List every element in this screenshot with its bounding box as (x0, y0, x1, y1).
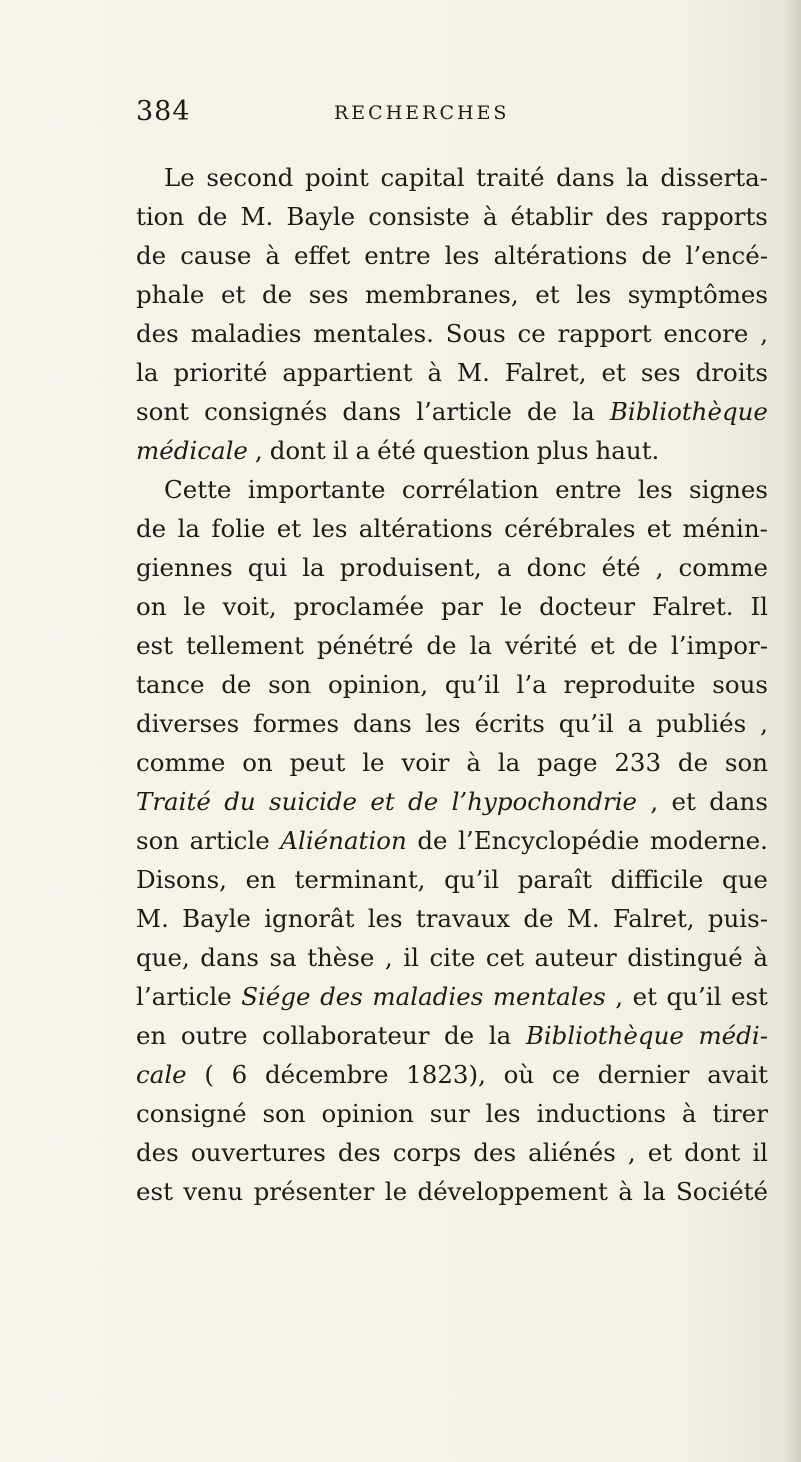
word: Falret, (612, 904, 695, 933)
word: article (189, 826, 270, 855)
word: 233 (614, 748, 662, 777)
word: signes (689, 475, 768, 504)
italic-word: Bibliothèque (525, 1021, 684, 1050)
italic-word: Aliénation (280, 826, 407, 855)
word: membranes, (365, 280, 519, 309)
word: collaborateur (262, 1021, 430, 1050)
word: de (136, 514, 167, 543)
text-line (136, 743, 768, 782)
word: phale (136, 280, 205, 309)
word: ( (204, 1060, 214, 1089)
italic-word: suicide (269, 787, 357, 816)
word: et (646, 514, 672, 543)
italic-word: l’hypochondrie (451, 787, 638, 816)
word: de (136, 241, 167, 270)
text-line (136, 236, 768, 275)
word: sont (136, 397, 189, 426)
word: Société (676, 1177, 768, 1206)
word: de (221, 670, 252, 699)
word: corrélation (401, 475, 539, 504)
word: voit, (222, 592, 277, 621)
word: Falret. (651, 592, 734, 621)
word: symptômes (627, 280, 768, 309)
word: sa (269, 943, 297, 972)
italic-word: maladies (372, 982, 484, 1011)
word: été (601, 553, 641, 582)
word: entre (364, 241, 431, 270)
word: proclamée (293, 592, 425, 621)
word: maladies (190, 319, 302, 348)
word: moderne. (650, 826, 768, 855)
word: plus (536, 436, 589, 465)
word: ses (640, 358, 681, 387)
word: il (332, 436, 349, 465)
word: formes (253, 709, 340, 738)
word: ce (551, 1060, 581, 1089)
word: opinion, (327, 670, 429, 699)
word: a (627, 709, 643, 738)
italic-word: médi- (698, 1021, 768, 1050)
word: la (497, 748, 521, 777)
word: publiés (656, 709, 747, 738)
word: tance (136, 670, 205, 699)
text-line (136, 782, 768, 821)
word: qui (247, 553, 288, 582)
word: cérébrales (504, 514, 636, 543)
word: l’a (516, 670, 547, 699)
word: ses (308, 280, 349, 309)
word: la (177, 514, 201, 543)
word: l’article (416, 397, 512, 426)
word: M. (566, 904, 600, 933)
word: les (367, 904, 403, 933)
italic-word: et (370, 787, 395, 816)
word: les (312, 514, 348, 543)
word: qu’il (666, 982, 722, 1011)
word: giennes (136, 553, 233, 582)
word: de (417, 826, 448, 855)
word: cite (429, 943, 476, 972)
italic-word: de (408, 787, 439, 816)
text-line (136, 704, 768, 743)
word: , (384, 943, 393, 972)
word: cet (485, 943, 524, 972)
word: thèse (307, 943, 375, 972)
text-line (136, 1172, 768, 1211)
word: Cette (164, 475, 232, 504)
word: on (136, 592, 167, 621)
text-line (136, 158, 768, 197)
word: M. (240, 202, 274, 231)
word: de (197, 202, 228, 231)
page-number: 384 (136, 96, 191, 127)
word: est (136, 1177, 173, 1206)
word: des (337, 1138, 381, 1167)
text-line (136, 392, 768, 431)
word: des (473, 1138, 517, 1167)
word: aliénés (528, 1138, 616, 1167)
word: question (422, 436, 530, 465)
word: à (681, 1099, 697, 1128)
word: sous (712, 670, 768, 699)
word: on (242, 748, 273, 777)
word: à (753, 943, 768, 972)
word: son (268, 670, 312, 699)
word: le (183, 592, 206, 621)
word: des (136, 319, 179, 348)
word: ignorât (264, 904, 355, 933)
word: la (488, 1021, 512, 1050)
word: le (384, 1177, 408, 1206)
word: Il (750, 592, 768, 621)
word: dans (200, 943, 259, 972)
word: la (643, 1177, 666, 1206)
text-line (136, 1016, 768, 1055)
word: encore (663, 319, 749, 348)
word: son (136, 826, 180, 855)
text-line (136, 197, 768, 236)
word: les (425, 709, 461, 738)
word: en (136, 1021, 167, 1050)
word: et (647, 1138, 673, 1167)
word: M. (457, 358, 490, 387)
word: , (650, 787, 659, 816)
word: l’article (136, 982, 232, 1011)
word: distingué (627, 943, 743, 972)
word: peut (289, 748, 346, 777)
word: présenter (253, 1177, 375, 1206)
word: qu’il (558, 709, 614, 738)
word: écrits (474, 709, 545, 738)
word: folie (211, 514, 266, 543)
word: de (641, 241, 672, 270)
word: la (626, 163, 649, 192)
word: Falret, (504, 358, 587, 387)
italic-word: cale (136, 1060, 187, 1089)
word: , (254, 436, 263, 465)
word: de (261, 280, 293, 309)
word: Le (164, 163, 195, 192)
word: priorité (173, 358, 268, 387)
text-line (136, 275, 768, 314)
text-line (136, 938, 768, 977)
word: été (377, 436, 416, 465)
word: ménin- (682, 514, 768, 543)
word: puis- (707, 904, 768, 933)
word: que (721, 865, 768, 894)
word: et (221, 280, 246, 309)
word: la (572, 397, 595, 426)
word: développement (417, 1177, 608, 1206)
word: les (576, 280, 612, 309)
text-line (136, 1094, 768, 1133)
word: l’Encyclopédie (458, 826, 640, 855)
word: capital (380, 163, 465, 192)
word: dernier (597, 1060, 690, 1089)
word: opinion (321, 1099, 414, 1128)
word: point (304, 163, 369, 192)
word: tion (136, 202, 185, 231)
word: de (444, 1021, 475, 1050)
word: , (760, 709, 768, 738)
italic-word: mentales (492, 982, 606, 1011)
word: et (590, 631, 615, 660)
word: produisent, (339, 553, 482, 582)
word: à (466, 748, 481, 777)
text-line (136, 626, 768, 665)
word: M. (136, 904, 169, 933)
word: qu’il (444, 865, 500, 894)
word: docteur (539, 592, 636, 621)
word: appartient (282, 358, 413, 387)
word: disserta- (660, 163, 768, 192)
word: corps (392, 1138, 462, 1167)
word: , (627, 1138, 636, 1167)
word: de (426, 631, 457, 660)
word: comme (136, 748, 226, 777)
italic-word: du (224, 787, 256, 816)
text-line (136, 353, 768, 392)
word: second (206, 163, 294, 192)
text-line (136, 470, 768, 509)
word: dans (556, 163, 615, 192)
text-line (136, 587, 768, 626)
word: dont (269, 436, 326, 465)
word: dont (684, 1138, 741, 1167)
running-head: RECHERCHES (334, 102, 510, 124)
italic-word: Bibliothèque (609, 397, 768, 426)
body-text (136, 158, 768, 1211)
italic-word: médicale (136, 436, 248, 465)
word: 6 (231, 1060, 248, 1089)
page-edge-shadow (783, 0, 801, 1462)
word: le (499, 592, 523, 621)
word: ouvertures (190, 1138, 326, 1167)
word: de (627, 631, 658, 660)
text-line (136, 977, 768, 1016)
word: la (302, 553, 325, 582)
word: Bayle (286, 202, 356, 231)
word: la (469, 631, 493, 660)
word: les (485, 1099, 521, 1128)
word: il (752, 1138, 768, 1167)
word: Disons, (136, 865, 227, 894)
text-line (136, 548, 768, 587)
word: vérité (505, 631, 578, 660)
word: a (355, 436, 371, 465)
word: des (605, 202, 649, 231)
word: 1823), (406, 1060, 486, 1089)
word: l’encé- (685, 241, 768, 270)
word: son (724, 748, 768, 777)
word: établir (510, 202, 593, 231)
word: de (523, 904, 554, 933)
word: la (136, 358, 159, 387)
word: les (444, 241, 480, 270)
word: reproduite (563, 670, 696, 699)
word: pénétré (316, 631, 414, 660)
word: effet (293, 241, 351, 270)
word: paraît (517, 865, 592, 894)
word: consignés (204, 397, 328, 426)
text-line (136, 509, 768, 548)
word: mentales. (313, 319, 434, 348)
word: diverses (136, 709, 240, 738)
word: qu’il (444, 670, 500, 699)
word: et (632, 982, 657, 1011)
word: le (362, 748, 385, 777)
word: difficile (610, 865, 704, 894)
word: en (245, 865, 276, 894)
word: et (671, 787, 696, 816)
word: que, (136, 943, 190, 972)
word: et (601, 358, 626, 387)
word: dans (709, 787, 768, 816)
text-line (136, 1055, 768, 1094)
word: travaux (415, 904, 511, 933)
word: ce (517, 319, 546, 348)
word: consigné (136, 1099, 247, 1128)
word: rapports (661, 202, 768, 231)
word: des (136, 1138, 179, 1167)
word: haut. (595, 436, 660, 465)
word: droits (695, 358, 768, 387)
word: est (136, 631, 173, 660)
word: l’impor- (670, 631, 768, 660)
word: à (618, 1177, 633, 1206)
word: à (482, 202, 498, 231)
word: dans (353, 709, 412, 738)
word: comme (678, 553, 768, 582)
word: , (615, 982, 624, 1011)
word: inductions (536, 1099, 667, 1128)
word: altérations (358, 514, 493, 543)
text-line (136, 860, 768, 899)
word: et (276, 514, 302, 543)
word: à (265, 241, 280, 270)
word: sur (429, 1099, 470, 1128)
word: de (677, 748, 709, 777)
word: cause (180, 241, 252, 270)
text-line (136, 431, 768, 470)
page-header (136, 96, 736, 136)
word: est (730, 982, 768, 1011)
word: donc (526, 553, 587, 582)
italic-word: des (320, 982, 363, 1011)
word: il (403, 943, 419, 972)
italic-word: Siége (241, 982, 311, 1011)
word: tirer (712, 1099, 768, 1128)
word: voir (401, 748, 450, 777)
word: décembre (264, 1060, 389, 1089)
word: Sous (445, 319, 506, 348)
word: les (637, 475, 673, 504)
text-line (136, 665, 768, 704)
text-line (136, 314, 768, 353)
word: terminant, (294, 865, 426, 894)
word: par (440, 592, 483, 621)
word: traité (476, 163, 545, 192)
italic-word: Traité (136, 787, 211, 816)
text-line (136, 1133, 768, 1172)
word: où (503, 1060, 535, 1089)
word: rapport (557, 319, 652, 348)
word: venu (183, 1177, 244, 1206)
word: outre (180, 1021, 248, 1050)
word: a (496, 553, 512, 582)
word: à (427, 358, 443, 387)
word: consiste (368, 202, 470, 231)
word: avait (707, 1060, 768, 1089)
word: , (760, 319, 768, 348)
text-line (136, 821, 768, 860)
word: altérations (493, 241, 628, 270)
word: , (655, 553, 664, 582)
word: de (527, 397, 558, 426)
text-line (136, 899, 768, 938)
word: son (262, 1099, 306, 1128)
word: et (535, 280, 560, 309)
word: entre (555, 475, 622, 504)
word: tellement (185, 631, 304, 660)
word: dans (342, 397, 402, 426)
word: page (537, 748, 598, 777)
word: Bayle (182, 904, 251, 933)
word: auteur (534, 943, 617, 972)
word: importante (247, 475, 386, 504)
